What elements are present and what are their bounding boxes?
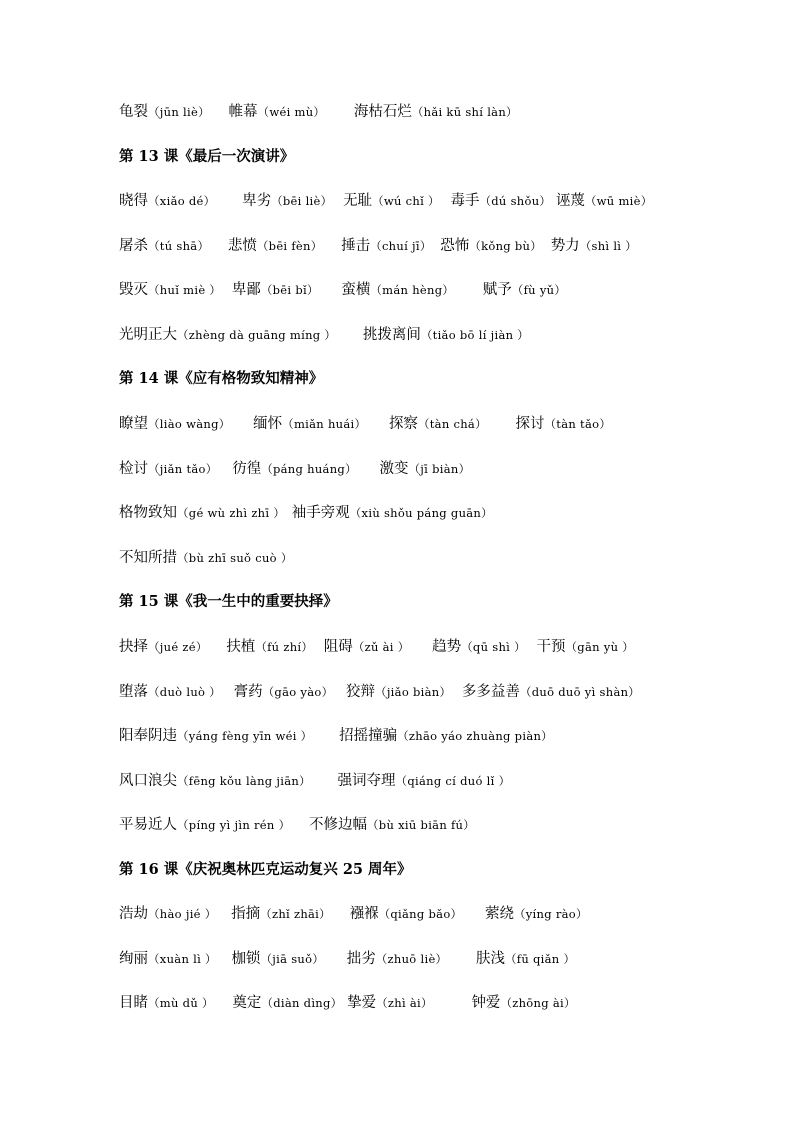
vocab-term: 晓得（xiǎo dé） (119, 193, 216, 209)
vocab-term: 海枯石烂（hǎi kū shí làn） (353, 104, 518, 120)
vocab-term: 抉择（jué zé） (119, 639, 208, 655)
vocab-term: 阻碍（zǔ ài ） (323, 639, 410, 655)
vocab-term: 探察（tàn chá） (388, 416, 487, 432)
vocab-line (119, 236, 739, 256)
vocab-term: 钟爱（zhōng ài） (471, 995, 576, 1011)
vocab-term: 干预（gān yù ） (536, 639, 635, 655)
vocab-term: 多多益善（duō duō yì shàn） (461, 684, 641, 700)
vocab-term: 奠定（diàn dìng） (232, 995, 343, 1011)
vocab-line (119, 904, 739, 924)
vocab-term: 势力（shì lì ） (550, 238, 638, 254)
vocab-term: 堕落（duò luò ） (119, 684, 222, 700)
vocab-term: 风口浪尖（fēng kǒu làng jiān） (119, 773, 311, 789)
vocab-term: 赋予（fù yǔ） (482, 282, 567, 298)
vocab-term: 激变（jī biàn） (379, 461, 471, 477)
vocab-line (119, 503, 739, 523)
vocab-term: 萦绕（yíng rào） (484, 906, 588, 922)
vocab-line (119, 280, 739, 300)
vocab-line (119, 993, 739, 1013)
vocab-term: 格物致知（gé wù zhì zhī ） (119, 505, 286, 521)
vocab-term: 屠杀（tú shā） (119, 238, 210, 254)
vocab-term: 襁褓（qiǎng bǎo） (349, 906, 463, 922)
vocab-term: 挑拨离间（tiǎo bō lí jiàn ） (362, 327, 530, 343)
vocab-term: 恐怖（kǒng bù） (440, 238, 543, 254)
vocab-term: 狡辩（jiǎo biàn） (346, 684, 452, 700)
vocab-term: 帷幕（wéi mù） (228, 104, 326, 120)
vocab-term: 阳奉阴违（yáng fèng yīn wéi ） (119, 728, 313, 744)
vocab-term: 强词夺理（qiáng cí duó lǐ ） (337, 773, 511, 789)
vocab-term: 缅怀（miǎn huái） (253, 416, 367, 432)
vocab-term: 探讨（tàn tǎo） (515, 416, 612, 432)
vocab-term: 毁灭（huǐ miè ） (119, 282, 222, 298)
vocab-term: 挚爱（zhì ài） (347, 995, 433, 1011)
vocab-term: 卑鄙（bēi bǐ） (231, 282, 319, 298)
vocab-line (119, 682, 739, 702)
vocab-term: 膏药（gāo yào） (233, 684, 334, 700)
vocab-term: 招摇撞骗（zhāo yáo zhuàng piàn） (339, 728, 553, 744)
vocab-term: 毒手（dú shǒu） (450, 193, 552, 209)
vocab-line (119, 102, 739, 122)
vocab-line (119, 548, 739, 568)
vocab-term: 趋势（qū shì ） (432, 639, 526, 655)
vocab-term: 不知所措（bù zhī suǒ cuò ） (119, 550, 293, 566)
vocab-term: 悲愤（bēi fèn） (227, 238, 323, 254)
vocab-term: 绚丽（xuàn lì ） (119, 951, 217, 967)
vocab-line (119, 815, 739, 835)
vocab-term: 扶植（fú zhí） (226, 639, 314, 655)
vocab-line (119, 726, 739, 746)
vocab-term: 诬蔑（wū miè） (555, 193, 653, 209)
vocab-term: 光明正大（zhèng dà guāng míng ） (119, 327, 337, 343)
vocab-term: 瞭望（liào wàng） (119, 416, 231, 432)
vocab-term: 龟裂（jūn liè） (119, 104, 210, 120)
vocab-term: 袖手旁观（xiù shǒu páng guān） (291, 505, 493, 521)
vocab-term: 捶击（chuí jī） (341, 238, 432, 254)
lesson-heading: 第 15 课《我一生中的重要抉择》 (119, 593, 338, 610)
lesson-heading: 第 16 课《庆祝奥林匹克运动复兴 25 周年》 (119, 861, 412, 878)
vocab-term: 蛮横（mán hèng） (341, 282, 455, 298)
vocab-line (119, 325, 739, 345)
vocab-term: 检讨（jiǎn tǎo） (119, 461, 218, 477)
vocab-term: 不修边幅（bù xiū biān fú） (308, 817, 476, 833)
vocab-term: 指摘（zhǐ zhāi） (231, 906, 331, 922)
vocab-term: 枷锁（jiā suǒ） (231, 951, 325, 967)
vocab-term: 目睹（mù dǔ ） (119, 995, 214, 1011)
vocab-term: 浩劫（hào jié ） (119, 906, 217, 922)
vocab-line (119, 771, 739, 791)
vocab-line (119, 191, 739, 211)
vocab-term: 彷徨（páng huáng） (232, 461, 357, 477)
vocab-line (119, 949, 739, 969)
lesson-heading: 第 13 课《最后一次演讲》 (119, 148, 295, 165)
vocab-line (119, 637, 739, 657)
vocab-term: 无耻（wú chǐ ） (343, 193, 440, 209)
vocab-term: 肤浅（fū qiǎn ） (475, 951, 576, 967)
vocab-term: 拙劣（zhuō liè） (346, 951, 448, 967)
vocab-term: 平易近人（píng yì jìn rén ） (119, 817, 291, 833)
vocab-line (119, 459, 739, 479)
lesson-heading: 第 14 课《应有格物致知精神》 (119, 370, 324, 387)
vocab-term: 卑劣（bēi liè） (242, 193, 333, 209)
vocab-line (119, 414, 739, 434)
